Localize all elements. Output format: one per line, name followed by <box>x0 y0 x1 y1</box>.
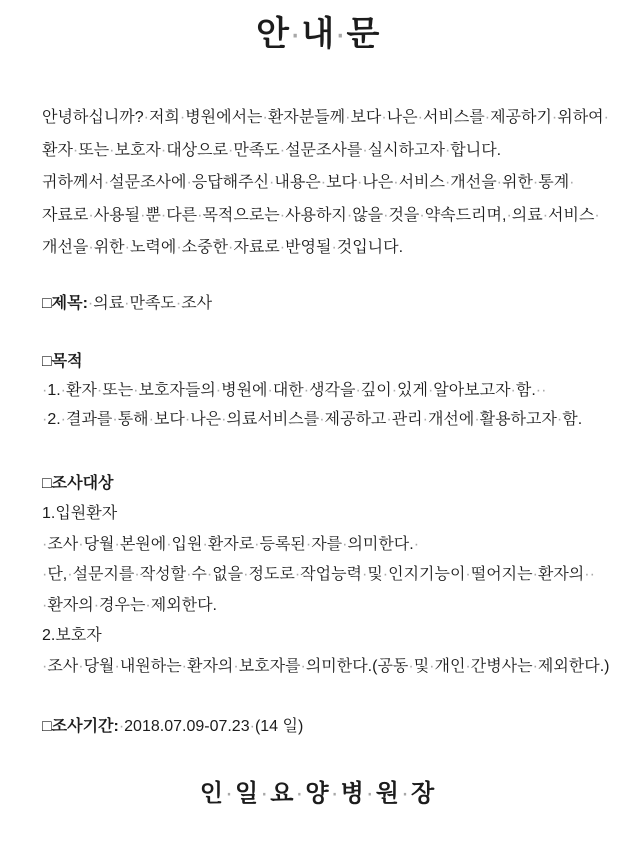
targets-section <box>42 469 610 683</box>
period-row <box>42 712 594 742</box>
intro-line-1: 안녕하십니까?·저희·병원에서는·환자분들께·보다·나은·서비스를·제공하기·위하여· <box>42 109 609 126</box>
period-value: ·2018.07.09-07.23·(14 일) <box>118 718 304 735</box>
targets-line-1: 1.입원환자 <box>42 505 118 522</box>
subject-value: ·의료·만족도·조사 <box>87 294 213 312</box>
targets-line-3: ·단,·설문지를·작성할·수·없을·정도로·작업능력·및·인지기능이·떨어지는·환자의·· <box>42 566 595 583</box>
targets-line-4: ·환자의·경우는·제외한다. <box>42 596 218 614</box>
targets-line-5: 2.보호자 <box>42 627 102 644</box>
purpose-item-2: ·2.·결과를·통해·보다·나은·의료서비스를·제공하고·관리·개선에·활용하고자·함. <box>42 410 583 428</box>
intro-line-5: 개선을·위한·노력에·소중한·자료로·반영될·것입니다. <box>42 239 404 256</box>
page-title: 안·내·문 <box>256 15 380 53</box>
targets-line-6: ·조사·당월·내원하는·환자의·보호자를·의미한다.(공동·및·개인·간병사는·제외한다.) <box>42 657 610 675</box>
subject-row <box>42 289 594 319</box>
intro-line-3: 귀하께서·설문조사에·응답해주신·내용은·보다·나은·서비스·개선을·위한·통계· <box>42 174 575 191</box>
purpose-section <box>42 347 594 434</box>
subject-label: □제목: <box>42 294 88 312</box>
purpose-heading: □목적 <box>42 352 83 370</box>
purpose-item-1: ·1.·환자·또는·보호자들의·병원에·대한·생각을·깊이·있게·알아보고자·함.·· <box>42 381 547 399</box>
period-label: □조사기간: <box>42 718 119 735</box>
targets-heading: □조사대상 <box>42 474 114 492</box>
intro-line-2: 환자·또는·보호자·대상으로·만족도·설문조사를·실시하고자·합니다. <box>42 141 502 159</box>
intro-line-4: 자료로·사용될·뿐·다른·목적으로는·사용하지·않을·것을·약속드리며,·의료·서비스· <box>42 206 600 224</box>
signature-line: 인·일·요·양·병·원·장 <box>199 780 437 807</box>
intro-paragraph <box>42 102 609 265</box>
targets-line-2: ·조사·당월·본원에·입원·환자로·등록된·자를·의미한다.· <box>42 535 420 553</box>
